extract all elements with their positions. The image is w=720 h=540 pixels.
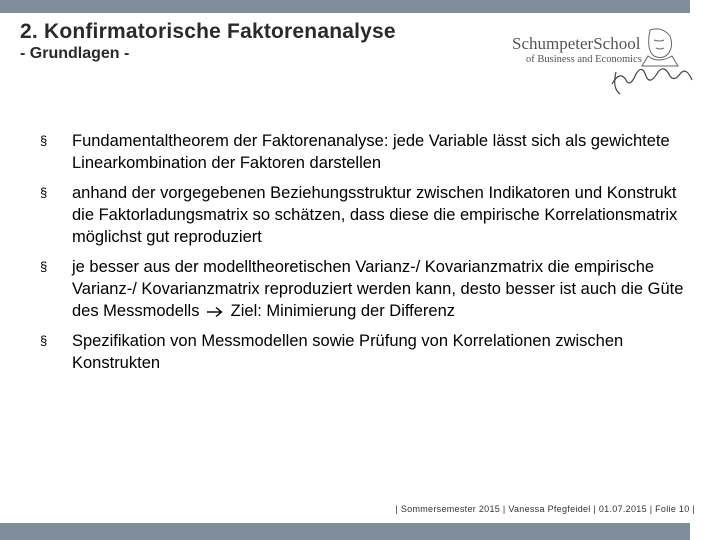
bullet-marker: § bbox=[40, 185, 48, 200]
top-bar bbox=[0, 0, 690, 13]
bullet-text: Fundamentaltheorem der Faktorenanalyse: jede Variable lässt sich als gewichtete Linearkombination der Faktoren darstellen bbox=[72, 132, 670, 172]
bullet-text: anhand der vorgegebenen Beziehungsstruktur zwischen Indikatoren und Konstrukt die Faktorladungsmatrix so schätzen, dass diese die empirische Korrelationsmatrix möglichst gut reproduziert bbox=[72, 184, 678, 246]
bottom-bar bbox=[0, 523, 690, 540]
logo-name: SchumpeterSchool bbox=[512, 34, 641, 53]
footer-info: | Sommersemester 2015 | Vanessa Pfegfeidel | 01.07.2015 | Folie 10 | bbox=[395, 504, 695, 514]
bullet-text: Spezifikation von Messmodellen sowie Prüfung von Korrelationen zwischen Konstrukten bbox=[72, 332, 624, 372]
bullet-text-continued: Ziel: Minimierung der Differenz bbox=[230, 302, 456, 320]
bullet-item bbox=[40, 256, 690, 322]
logo-tagline: of Business and Economics bbox=[526, 54, 642, 65]
bullet-marker: § bbox=[40, 333, 48, 348]
bullet-marker: § bbox=[40, 133, 48, 148]
bullet-item bbox=[40, 330, 690, 374]
arrow-right-icon bbox=[206, 306, 224, 318]
bullet-item bbox=[40, 130, 690, 174]
slide-subtitle: - Grundlagen - bbox=[20, 45, 130, 62]
slide-title: 2. Konfirmatorische Faktorenanalyse bbox=[20, 20, 396, 43]
bullet-item bbox=[40, 182, 690, 248]
bullet-text: je besser aus der modelltheoretischen Varianz-/ Kovarianzmatrix die empirische Varianz-/ Kovarianzmatrix reproduziert werden kann, desto besser ist auch die Güte des Messmodells bbox=[72, 258, 684, 320]
bullet-list bbox=[40, 130, 690, 382]
bullet-marker: § bbox=[40, 259, 48, 274]
schumpeter-school-logo bbox=[512, 26, 702, 98]
